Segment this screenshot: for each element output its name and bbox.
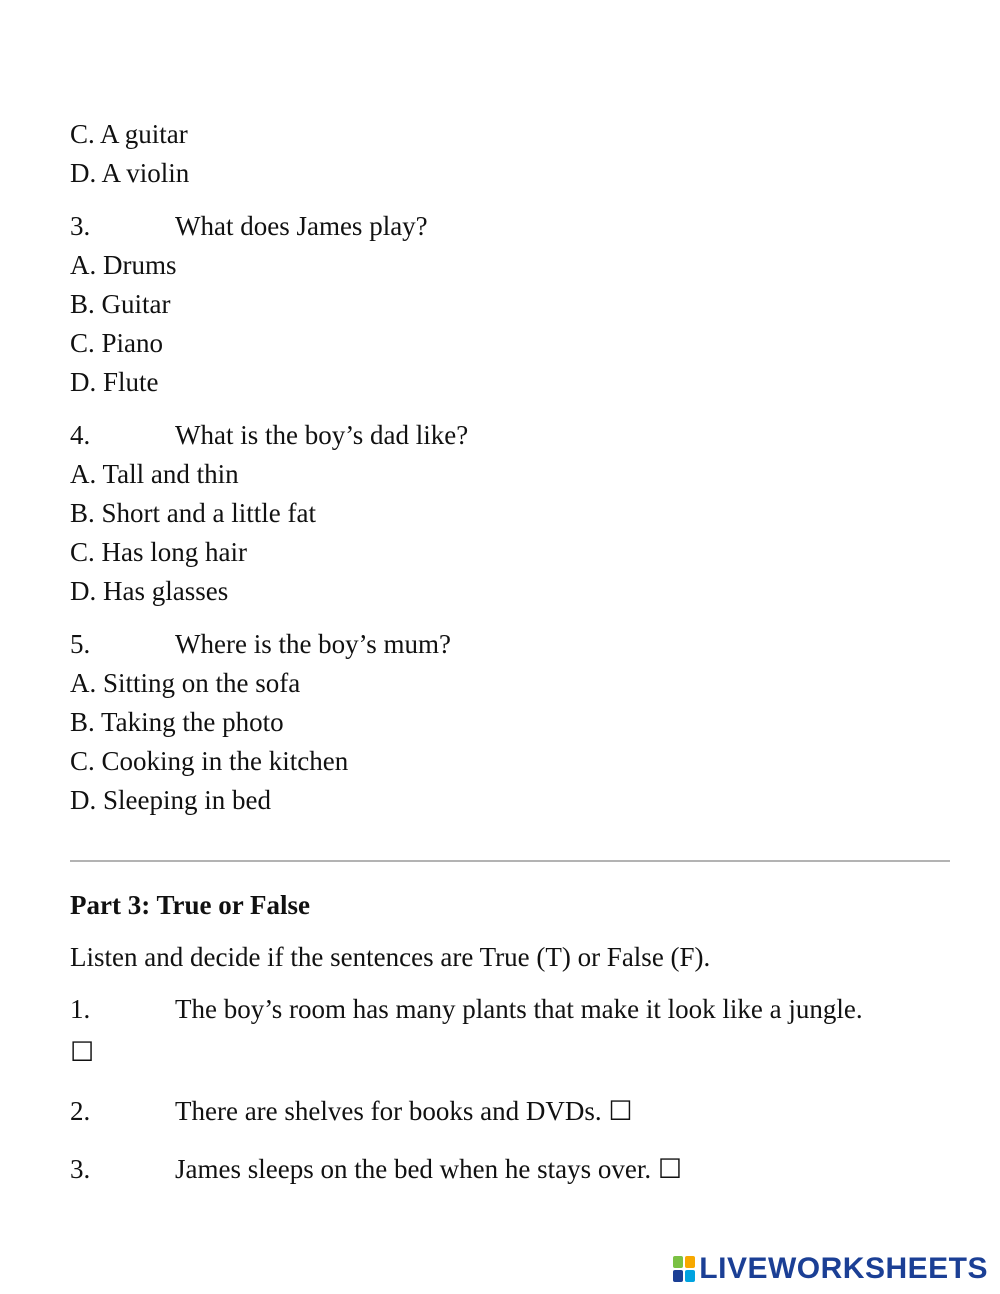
- q3-option-d: D. Flute: [70, 367, 159, 397]
- q5-option-d: D. Sleeping in bed: [70, 785, 271, 815]
- q5-option-a: A. Sitting on the sofa: [70, 668, 301, 698]
- logo-square-cyan: [685, 1270, 695, 1282]
- q4-option-a: A. Tall and thin: [70, 459, 239, 489]
- logo-square-orange: [685, 1256, 695, 1268]
- q4-text: What is the boy’s dad like?: [175, 420, 469, 450]
- q2-option-d: D. A violin: [70, 158, 190, 188]
- section-divider: [70, 860, 950, 862]
- q3-number: 3.: [70, 211, 91, 241]
- q5-option-b: B. Taking the photo: [70, 707, 284, 737]
- tf-item-2-checkbox[interactable]: ☐: [608, 1096, 633, 1126]
- tf-item-3: [70, 1153, 682, 1185]
- tf-item-1-text: The boy’s room has many plants that make it look like a jungle.: [175, 994, 863, 1024]
- liveworksheets-logo-icon: [673, 1256, 695, 1282]
- q3-option-b: B. Guitar: [70, 289, 171, 319]
- tf-item-3-checkbox[interactable]: ☐: [657, 1154, 683, 1184]
- liveworksheets-logo: [673, 1252, 988, 1286]
- liveworksheets-logo-text: LIVEWORKSHEETS: [699, 1252, 988, 1285]
- part3-instruction: Listen and decide if the sentences are True (T) or False (F).: [70, 942, 711, 972]
- q5-number: 5.: [70, 629, 91, 659]
- tf-item-1-number: 1.: [70, 994, 91, 1024]
- q3-text: What does James play?: [175, 211, 428, 241]
- logo-square-blue: [673, 1270, 683, 1282]
- tf-item-2: [70, 1095, 633, 1127]
- tf-item-2-number: 2.: [70, 1096, 91, 1126]
- tf-item-1-checkbox[interactable]: ☐: [70, 1037, 95, 1067]
- q3-option-c: C. Piano: [70, 328, 164, 358]
- q3-option-a: A. Drums: [70, 250, 177, 280]
- q5-question: [70, 628, 451, 660]
- tf-item-3-number: 3.: [70, 1154, 91, 1184]
- q3-question: [70, 210, 428, 242]
- q4-option-b: B. Short and a little fat: [70, 498, 316, 528]
- logo-square-green: [673, 1256, 683, 1268]
- q4-option-c: C. Has long hair: [70, 537, 247, 567]
- q5-text: Where is the boy’s mum?: [175, 629, 451, 659]
- q2-option-c: C. A guitar: [70, 119, 188, 149]
- tf-item-2-text: There are shelves for books and DVDs.: [175, 1096, 602, 1126]
- q5-option-c: C. Cooking in the kitchen: [70, 746, 349, 776]
- part3-title: Part 3: True or False: [70, 890, 310, 920]
- q4-number: 4.: [70, 420, 91, 450]
- tf-item-3-text: James sleeps on the bed when he stays over.: [175, 1154, 652, 1184]
- q4-option-d: D. Has glasses: [70, 576, 229, 606]
- q4-question: [70, 419, 468, 451]
- tf-item-1: [70, 993, 863, 1025]
